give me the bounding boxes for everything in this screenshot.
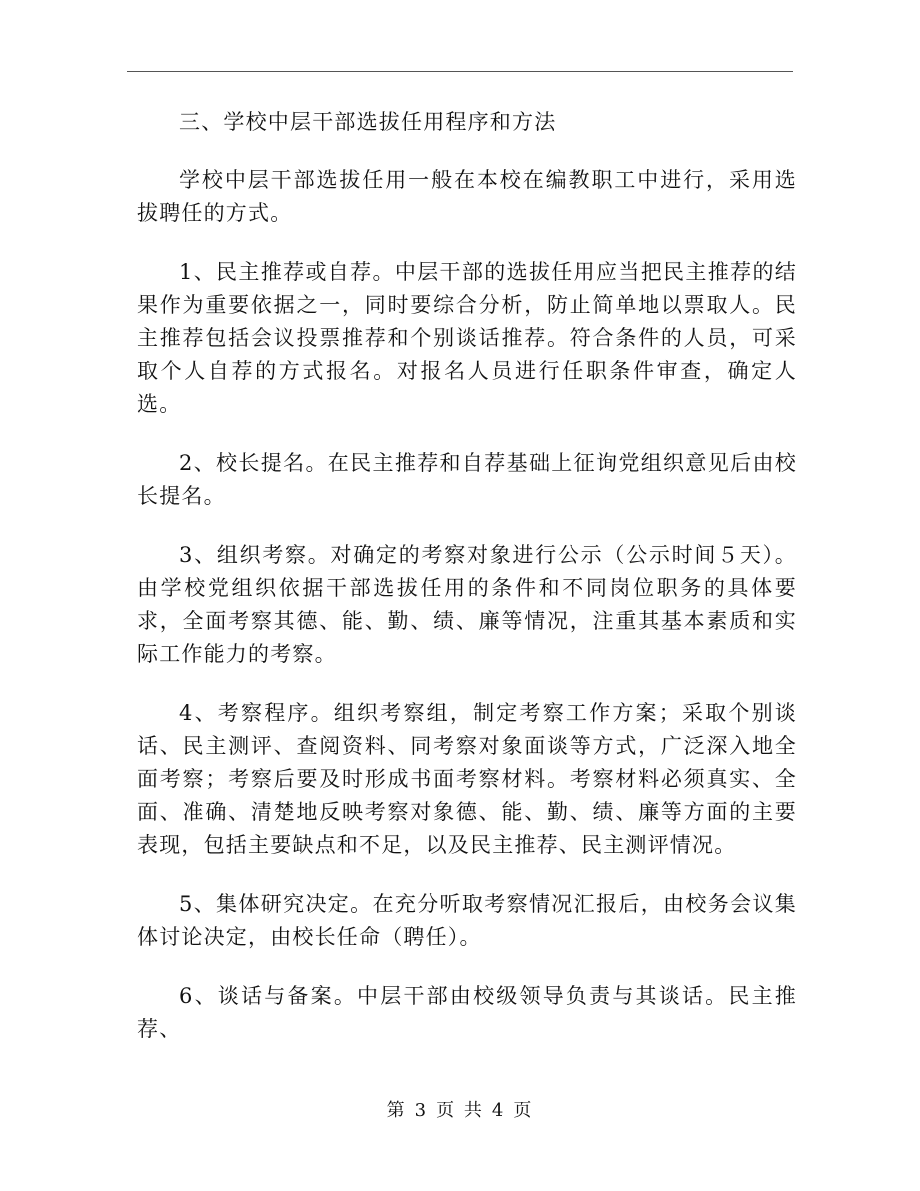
header-divider (127, 71, 793, 72)
page-footer (0, 1096, 920, 1122)
paragraph-step-6: 6、谈话与备案。中层干部由校级领导负责与其谈话。民主推荐、 (137, 984, 797, 1041)
paragraph-intro: 学校中层干部选拔任用一般在本校在编教职工中进行，采用选拔聘任的方式。 (137, 168, 797, 225)
paragraph-step-1: 1、民主推荐或自荐。中层干部的选拔任用应当把民主推荐的结果作为重要依据之一，同时要综合分析，防止简单地以票取人。民主推荐包括会议投票推荐和个别谈话推荐。符合条件的人员，可采取个人自荐的方式报名。对报名人员进行任职条件审查，确定人选。 (137, 260, 797, 416)
paragraph-step-5: 5、集体研究决定。在充分听取考察情况汇报后，由校务会议集体讨论决定，由校长任命（聘任）。 (137, 892, 797, 949)
paragraph-step-3: 3、组织考察。对确定的考察对象进行公示（公示时间５天）。由学校党组织依据干部选拔任用的条件和不同岗位职务的具体要求，全面考察其德、能、勤、绩、廉等情况，注重其基本素质和实际工作能力的考察。 (137, 543, 797, 666)
paragraph-step-4: 4、考察程序。组织考察组，制定考察工作方案；采取个别谈话、民主测评、查阅资料、同考察对象面谈等方式，广泛深入地全面考察；考察后要及时形成书面考察材料。考察材料必须真实、全面、准确、清楚地反映考察对象德、能、勤、绩、廉等方面的主要表现，包括主要缺点和不足，以及民主推荐、民主测评情况。 (137, 701, 797, 857)
footer-middle: 页 共 (436, 1100, 484, 1121)
footer-prefix: 第 (386, 1100, 407, 1121)
footer-suffix: 页 (513, 1100, 534, 1121)
footer-current-page: 3 (414, 1100, 429, 1121)
section-heading: 三、学校中层干部选拔任用程序和方法 (179, 110, 557, 134)
footer-total-pages: 4 (491, 1100, 506, 1121)
paragraph-step-2: 2、校长提名。在民主推荐和自荐基础上征询党组织意见后由校长提名。 (137, 451, 797, 508)
document-body (137, 106, 797, 1072)
